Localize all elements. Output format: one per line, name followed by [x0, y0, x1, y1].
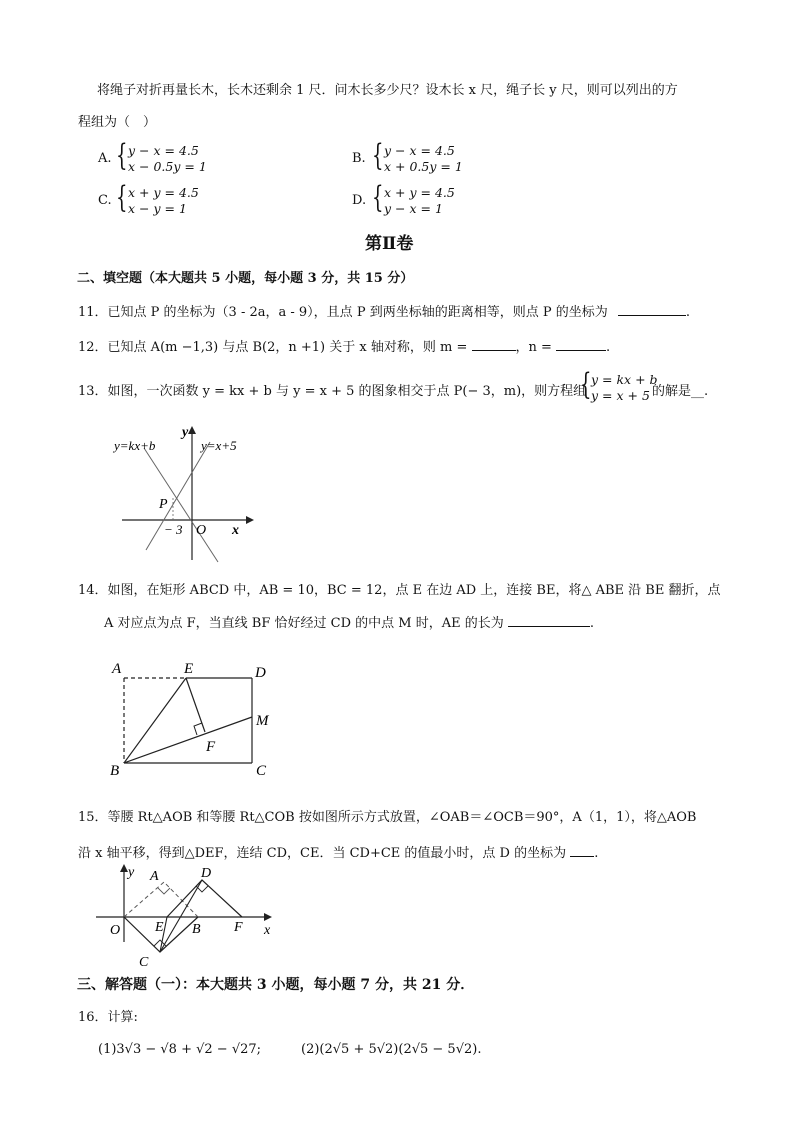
fig14-label-c: C	[256, 763, 267, 779]
fig13-origin: O	[196, 523, 207, 538]
fig15-label-a: A	[150, 869, 159, 884]
fig15-label-b: B	[192, 922, 201, 937]
q12-stem: 12．已知点 A(m −1,3) 与点 B(2，n +1) 关于 x 轴对称，则 m =	[78, 340, 468, 355]
fig14-right-angle	[194, 723, 202, 735]
q13-end: 的解是__.	[652, 384, 709, 399]
q16-part2: (2)(2√5 + 5√2)(2√5 − 5√2).	[301, 1042, 482, 1057]
part3-header: 三、解答题（一）：本大题共 3 小题，每小题 7 分，共 21 分．	[77, 977, 475, 993]
fig15-triangle-aob	[124, 882, 198, 917]
q12-text	[78, 338, 610, 356]
fig14-label-f: F	[206, 739, 216, 755]
option-a-label: A.	[98, 151, 112, 166]
fig13-label-x5: y=x+5	[201, 438, 237, 453]
fig15-triangle-def	[167, 880, 242, 917]
fig15-label-f: F	[234, 920, 243, 935]
option-d-brace: {	[372, 180, 384, 215]
fig15-label-e: E	[155, 920, 164, 935]
fig15-label-d: D	[201, 866, 212, 881]
q16-part1: (1)3√3 − √8 + √2 − √27;	[98, 1042, 262, 1057]
q12-blank-m[interactable]	[472, 338, 516, 351]
option-b-eq2: x + 0.5y = 1	[384, 159, 463, 174]
q16-title: 16．计算:	[78, 1010, 138, 1025]
option-c-label: C.	[98, 193, 112, 208]
fig15-label-c: C	[139, 955, 149, 970]
fig13-line-kxb	[144, 448, 218, 562]
option-c-eq1: x + y = 4.5	[128, 185, 199, 200]
section-title: 第Ⅱ卷	[365, 234, 414, 254]
fig13-point-p: P	[159, 497, 168, 512]
q15-answer-blank[interactable]	[570, 844, 594, 857]
q12-end: .	[606, 340, 611, 355]
q15-line2: 沿 x 轴平移，得到△DEF，连结 CD，CE．当 CD+CE 的值最小时，点 D 的坐标为	[78, 846, 567, 861]
fig14-label-a: A	[112, 661, 122, 677]
q15-line2-wrap	[78, 844, 598, 862]
q14-line1: 14．如图，在矩形 ABCD 中，AB = 10，BC = 12，点 E 在边 AD 上，连接 BE，将△ ABE 沿 BE 翻折，点	[78, 583, 721, 598]
fig15-label-y: y	[128, 865, 135, 880]
fig13-axis-x: x	[232, 523, 239, 538]
fig13-y-arrow	[188, 426, 196, 434]
q12-mid: ，n =	[515, 340, 552, 355]
fig14-label-b: B	[110, 763, 120, 779]
fig15-label-x: x	[264, 923, 271, 938]
q13-brace: {	[580, 367, 592, 402]
q12-blank-n[interactable]	[556, 338, 606, 351]
fig15-y-arrow	[120, 864, 128, 872]
fig13-axis-y: y	[182, 425, 189, 440]
q15-line1: 15．等腰 Rt△AOB 和等腰 Rt△COB 按如图所示方式放置，∠OAB＝∠OCB＝90°，A（1，1），将△AOB	[78, 810, 697, 825]
option-b-brace: {	[372, 138, 384, 173]
part2-header: 二、填空题（本大题共 5 小题，每小题 3 分，共 15 分）	[77, 271, 414, 286]
q14-line2-wrap	[104, 614, 594, 632]
q13-stem: 13．如图，一次函数 y = kx + b 与 y = x + 5 的图象相交于点 P(− 3，m)，则方程组	[78, 384, 587, 399]
fig14-be	[124, 678, 186, 763]
fig13-label-kxb: y=kx+b	[114, 438, 156, 453]
q11-answer-blank[interactable]	[618, 303, 686, 316]
fig15-cd	[160, 880, 202, 952]
option-b-label: B.	[352, 151, 366, 166]
fig14-label-m: M	[256, 713, 269, 729]
q15-end: .	[594, 846, 599, 861]
figure-15	[92, 862, 282, 970]
option-d-eq2: y − x = 1	[384, 201, 443, 216]
q14-end: .	[589, 616, 595, 631]
option-d-eq1: x + y = 4.5	[384, 185, 455, 200]
q14-answer-blank[interactable]	[508, 614, 590, 627]
fig14-label-e: E	[184, 661, 194, 677]
option-a-brace: {	[116, 138, 128, 173]
fig15-right-angle-a	[158, 888, 170, 894]
q11-stem: 11．已知点 P 的坐标为（3 - 2a，a - 9），且点 P 到两坐标轴的距离相等，则点 P 的坐标为	[78, 305, 608, 320]
q13-eq2: y = x + 5	[591, 388, 650, 403]
option-a-eq1: y − x = 4.5	[128, 143, 199, 158]
fig14-label-d: D	[255, 665, 266, 681]
q13-eq1: y = kx + b	[591, 372, 658, 387]
option-c-eq2: x − y = 1	[128, 201, 187, 216]
option-c-brace: {	[116, 180, 128, 215]
option-b-eq1: y − x = 4.5	[384, 143, 455, 158]
fig14-ef	[186, 678, 205, 732]
option-a-eq2: x − 0.5y = 1	[128, 159, 207, 174]
option-d-label: D.	[352, 193, 367, 208]
q11-text	[78, 303, 690, 321]
q14-line2: A 对应点为点 F，当直线 BF 恰好经过 CD 的中点 M 时，AE 的长为	[104, 616, 504, 631]
q10-line1: 将绳子对折再量长木，长木还剩余 1 尺．问木长多少尺？设木长 x 尺，绳子长 y 尺，则可以列出的方	[97, 83, 678, 98]
fig15-label-o: O	[110, 923, 121, 938]
fig13-x-arrow	[246, 516, 254, 524]
fig15-x-arrow	[264, 913, 272, 921]
q11-end: .	[685, 305, 690, 320]
q10-line2: 程组为（ ）	[78, 115, 157, 130]
figure-13	[108, 420, 258, 565]
figure-14	[108, 655, 283, 780]
fig13-tick: − 3	[164, 522, 183, 537]
fig14-bm	[124, 717, 252, 763]
